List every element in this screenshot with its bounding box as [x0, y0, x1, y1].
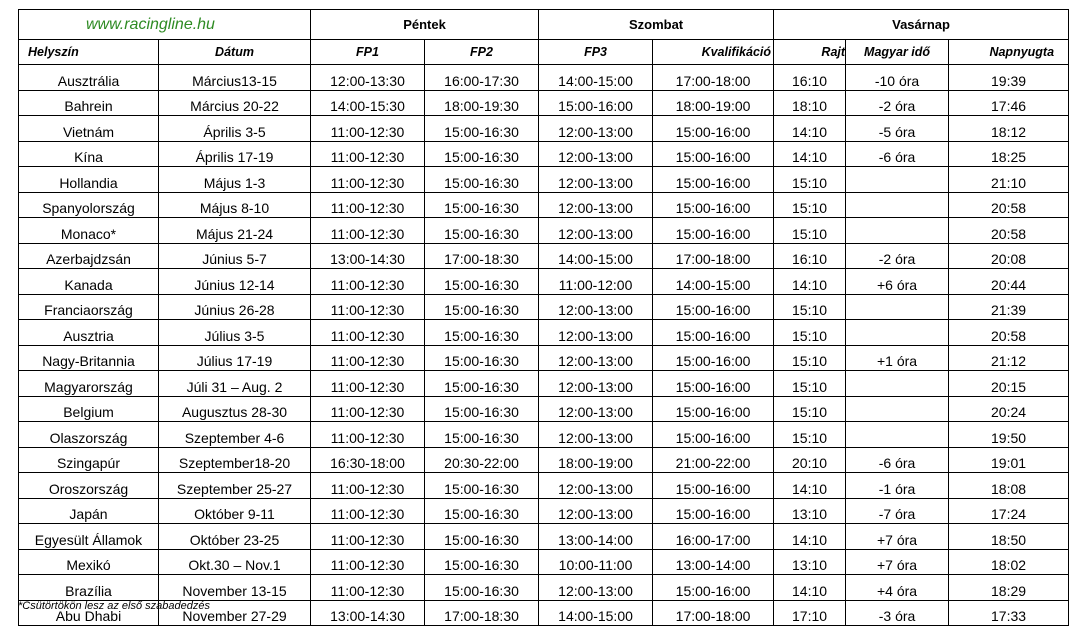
start-cell: 16:10 — [774, 65, 846, 91]
footnote: *Csütörtökön lesz az első szabadedzés — [18, 600, 210, 612]
hu-time-cell: -6 óra — [846, 141, 949, 167]
col-date: Dátum — [159, 40, 311, 65]
hu-time-cell — [846, 294, 949, 320]
sunset-cell: 21:39 — [949, 294, 1069, 320]
sunset-cell: 20:58 — [949, 320, 1069, 346]
sunset-cell: 20:08 — [949, 243, 1069, 269]
fp2-cell: 15:00-16:30 — [425, 269, 539, 295]
hu-time-cell: -10 óra — [846, 65, 949, 91]
sunset-cell: 19:39 — [949, 65, 1069, 91]
date-cell: Május 21-24 — [159, 218, 311, 244]
sunset-cell: 18:25 — [949, 141, 1069, 167]
table-row — [19, 65, 1069, 91]
location-cell: Ausztria — [19, 320, 159, 346]
quali-cell: 15:00-16:00 — [653, 396, 774, 422]
col-hu-time: Magyar idő — [846, 40, 949, 65]
fp3-cell: 12:00-13:00 — [539, 422, 653, 448]
start-cell: 15:10 — [774, 371, 846, 397]
table-row — [19, 396, 1069, 422]
hu-time-cell — [846, 320, 949, 346]
fp1-cell: 11:00-12:30 — [311, 396, 425, 422]
col-fp1: FP1 — [311, 40, 425, 65]
quali-cell: 17:00-18:00 — [653, 243, 774, 269]
sunset-cell: 17:24 — [949, 498, 1069, 524]
sunset-cell: 18:50 — [949, 524, 1069, 550]
quali-cell: 15:00-16:00 — [653, 345, 774, 371]
date-cell: Június 26-28 — [159, 294, 311, 320]
fp2-cell: 15:00-16:30 — [425, 549, 539, 575]
start-cell: 16:10 — [774, 243, 846, 269]
hu-time-cell: -7 óra — [846, 498, 949, 524]
site-link[interactable]: www.racingline.hu — [86, 15, 215, 33]
fp3-cell: 12:00-13:00 — [539, 371, 653, 397]
quali-cell: 15:00-16:00 — [653, 371, 774, 397]
schedule-body — [19, 65, 1069, 626]
start-cell: 15:10 — [774, 218, 846, 244]
location-cell: Kanada — [19, 269, 159, 295]
fp3-cell: 14:00-15:00 — [539, 600, 653, 626]
quali-cell: 15:00-16:00 — [653, 141, 774, 167]
start-cell: 13:10 — [774, 498, 846, 524]
fp3-cell: 12:00-13:00 — [539, 473, 653, 499]
fp3-cell: 12:00-13:00 — [539, 167, 653, 193]
fp1-cell: 13:00-14:30 — [311, 243, 425, 269]
fp2-cell: 15:00-16:30 — [425, 320, 539, 346]
fp2-cell: 15:00-16:30 — [425, 422, 539, 448]
table-row — [19, 218, 1069, 244]
quali-cell: 15:00-16:00 — [653, 167, 774, 193]
table-row — [19, 524, 1069, 550]
group-saturday: Szombat — [539, 10, 774, 40]
table-row — [19, 141, 1069, 167]
sunset-cell: 21:10 — [949, 167, 1069, 193]
location-cell: Japán — [19, 498, 159, 524]
location-cell: Kína — [19, 141, 159, 167]
column-header-row — [19, 40, 1069, 65]
fp2-cell: 15:00-16:30 — [425, 575, 539, 601]
hu-time-cell: -3 óra — [846, 600, 949, 626]
fp2-cell: 18:00-19:30 — [425, 90, 539, 116]
fp1-cell: 11:00-12:30 — [311, 473, 425, 499]
group-friday: Péntek — [311, 10, 539, 40]
start-cell: 15:10 — [774, 167, 846, 193]
fp1-cell: 11:00-12:30 — [311, 549, 425, 575]
hu-time-cell — [846, 371, 949, 397]
fp2-cell: 15:00-16:30 — [425, 116, 539, 142]
start-cell: 15:10 — [774, 294, 846, 320]
sunset-cell: 17:46 — [949, 90, 1069, 116]
quali-cell: 15:00-16:00 — [653, 422, 774, 448]
location-cell: Abu Dhabi — [19, 600, 159, 626]
hu-time-cell: -1 óra — [846, 473, 949, 499]
date-cell: Április 17-19 — [159, 141, 311, 167]
hu-time-cell: -6 óra — [846, 447, 949, 473]
location-cell: Azerbajdzsán — [19, 243, 159, 269]
sunset-cell: 20:24 — [949, 396, 1069, 422]
date-cell: Október 23-25 — [159, 524, 311, 550]
start-cell: 14:10 — [774, 141, 846, 167]
col-sunset: Napnyugta — [949, 40, 1069, 65]
fp1-cell: 11:00-12:30 — [311, 141, 425, 167]
hu-time-cell — [846, 396, 949, 422]
fp2-cell: 15:00-16:30 — [425, 218, 539, 244]
table-row — [19, 549, 1069, 575]
sunset-cell: 21:12 — [949, 345, 1069, 371]
fp1-cell: 11:00-12:30 — [311, 498, 425, 524]
sunset-cell: 20:58 — [949, 218, 1069, 244]
location-cell: Olaszország — [19, 422, 159, 448]
fp3-cell: 12:00-13:00 — [539, 116, 653, 142]
fp3-cell: 13:00-14:00 — [539, 524, 653, 550]
quali-cell: 15:00-16:00 — [653, 575, 774, 601]
date-cell: Május 1-3 — [159, 167, 311, 193]
start-cell: 20:10 — [774, 447, 846, 473]
fp2-cell: 17:00-18:30 — [425, 243, 539, 269]
location-cell: Hollandia — [19, 167, 159, 193]
hu-time-cell — [846, 167, 949, 193]
hu-time-cell: -2 óra — [846, 243, 949, 269]
fp1-cell: 11:00-12:30 — [311, 269, 425, 295]
fp2-cell: 15:00-16:30 — [425, 192, 539, 218]
date-cell: Július 3-5 — [159, 320, 311, 346]
site-cell — [19, 10, 311, 40]
location-cell: Monaco* — [19, 218, 159, 244]
table-row — [19, 422, 1069, 448]
fp1-cell: 11:00-12:30 — [311, 218, 425, 244]
fp1-cell: 16:30-18:00 — [311, 447, 425, 473]
sunset-cell: 20:44 — [949, 269, 1069, 295]
start-cell: 18:10 — [774, 90, 846, 116]
fp3-cell: 11:00-12:00 — [539, 269, 653, 295]
sunset-cell: 20:58 — [949, 192, 1069, 218]
date-cell: Okt.30 – Nov.1 — [159, 549, 311, 575]
fp2-cell: 15:00-16:30 — [425, 141, 539, 167]
fp3-cell: 12:00-13:00 — [539, 192, 653, 218]
col-fp3: FP3 — [539, 40, 653, 65]
col-quali: Kvalifikáció — [653, 40, 774, 65]
table-row — [19, 116, 1069, 142]
fp2-cell: 20:30-22:00 — [425, 447, 539, 473]
table-row — [19, 345, 1069, 371]
table-row — [19, 243, 1069, 269]
fp3-cell: 14:00-15:00 — [539, 65, 653, 91]
start-cell: 14:10 — [774, 116, 846, 142]
quali-cell: 17:00-18:00 — [653, 65, 774, 91]
date-cell: Júli 31 – Aug. 2 — [159, 371, 311, 397]
location-cell: Szingapúr — [19, 447, 159, 473]
fp1-cell: 11:00-12:30 — [311, 192, 425, 218]
quali-cell: 15:00-16:00 — [653, 473, 774, 499]
start-cell: 14:10 — [774, 269, 846, 295]
date-cell: Május 8-10 — [159, 192, 311, 218]
start-cell: 14:10 — [774, 575, 846, 601]
location-cell: Magyarország — [19, 371, 159, 397]
col-start: Rajt — [774, 40, 846, 65]
group-header-row — [19, 10, 1069, 40]
quali-cell: 13:00-14:00 — [653, 549, 774, 575]
table-row — [19, 371, 1069, 397]
fp1-cell: 11:00-12:30 — [311, 320, 425, 346]
date-cell: Július 17-19 — [159, 345, 311, 371]
fp1-cell: 11:00-12:30 — [311, 116, 425, 142]
location-cell: Nagy-Britannia — [19, 345, 159, 371]
fp2-cell: 17:00-18:30 — [425, 600, 539, 626]
quali-cell: 15:00-16:00 — [653, 116, 774, 142]
date-cell: Augusztus 28-30 — [159, 396, 311, 422]
fp3-cell: 12:00-13:00 — [539, 345, 653, 371]
fp2-cell: 15:00-16:30 — [425, 167, 539, 193]
quali-cell: 15:00-16:00 — [653, 218, 774, 244]
col-location: Helyszín — [19, 40, 159, 65]
start-cell: 15:10 — [774, 345, 846, 371]
start-cell: 15:10 — [774, 396, 846, 422]
fp1-cell: 11:00-12:30 — [311, 294, 425, 320]
location-cell: Mexikó — [19, 549, 159, 575]
fp3-cell: 10:00-11:00 — [539, 549, 653, 575]
location-cell: Vietnám — [19, 116, 159, 142]
hu-time-cell: +1 óra — [846, 345, 949, 371]
hu-time-cell: -5 óra — [846, 116, 949, 142]
table-row — [19, 167, 1069, 193]
fp1-cell: 11:00-12:30 — [311, 524, 425, 550]
sunset-cell: 17:33 — [949, 600, 1069, 626]
fp3-cell: 14:00-15:00 — [539, 243, 653, 269]
date-cell: Szeptember 4-6 — [159, 422, 311, 448]
fp3-cell: 18:00-19:00 — [539, 447, 653, 473]
hu-time-cell: +7 óra — [846, 549, 949, 575]
date-cell: Június 5-7 — [159, 243, 311, 269]
sunset-cell: 18:29 — [949, 575, 1069, 601]
location-cell: Spanyolország — [19, 192, 159, 218]
sunset-cell: 20:15 — [949, 371, 1069, 397]
hu-time-cell: +4 óra — [846, 575, 949, 601]
start-cell: 17:10 — [774, 600, 846, 626]
start-cell: 15:10 — [774, 192, 846, 218]
quali-cell: 21:00-22:00 — [653, 447, 774, 473]
fp3-cell: 15:00-16:00 — [539, 90, 653, 116]
table-row — [19, 294, 1069, 320]
fp1-cell: 14:00-15:30 — [311, 90, 425, 116]
date-cell: November 27-29 — [159, 600, 311, 626]
date-cell: Április 3-5 — [159, 116, 311, 142]
sunset-cell: 19:01 — [949, 447, 1069, 473]
hu-time-cell — [846, 192, 949, 218]
fp3-cell: 12:00-13:00 — [539, 575, 653, 601]
fp3-cell: 12:00-13:00 — [539, 320, 653, 346]
location-cell: Ausztrália — [19, 65, 159, 91]
sunset-cell: 18:12 — [949, 116, 1069, 142]
quali-cell: 17:00-18:00 — [653, 600, 774, 626]
quali-cell: 15:00-16:00 — [653, 192, 774, 218]
hu-time-cell — [846, 422, 949, 448]
fp1-cell: 11:00-12:30 — [311, 371, 425, 397]
hu-time-cell: -2 óra — [846, 90, 949, 116]
fp2-cell: 15:00-16:30 — [425, 498, 539, 524]
location-cell: Bahrein — [19, 90, 159, 116]
fp1-cell: 11:00-12:30 — [311, 167, 425, 193]
table-row — [19, 269, 1069, 295]
hu-time-cell — [846, 218, 949, 244]
date-cell: Március13-15 — [159, 65, 311, 91]
fp2-cell: 15:00-16:30 — [425, 473, 539, 499]
quali-cell: 16:00-17:00 — [653, 524, 774, 550]
start-cell: 15:10 — [774, 320, 846, 346]
table-row — [19, 90, 1069, 116]
fp3-cell: 12:00-13:00 — [539, 141, 653, 167]
group-sunday: Vasárnap — [774, 10, 1069, 40]
quali-cell: 15:00-16:00 — [653, 294, 774, 320]
fp2-cell: 15:00-16:30 — [425, 524, 539, 550]
date-cell: Március 20-22 — [159, 90, 311, 116]
fp3-cell: 12:00-13:00 — [539, 218, 653, 244]
hu-time-cell: +6 óra — [846, 269, 949, 295]
fp3-cell: 12:00-13:00 — [539, 498, 653, 524]
schedule-table — [18, 9, 1069, 626]
date-cell: Szeptember 25-27 — [159, 473, 311, 499]
quali-cell: 15:00-16:00 — [653, 320, 774, 346]
quali-cell: 14:00-15:00 — [653, 269, 774, 295]
start-cell: 14:10 — [774, 524, 846, 550]
fp3-cell: 12:00-13:00 — [539, 396, 653, 422]
fp2-cell: 15:00-16:30 — [425, 371, 539, 397]
fp1-cell: 11:00-12:30 — [311, 345, 425, 371]
location-cell: Brazília — [19, 575, 159, 601]
fp1-cell: 12:00-13:30 — [311, 65, 425, 91]
table-row — [19, 473, 1069, 499]
table-row — [19, 498, 1069, 524]
location-cell: Belgium — [19, 396, 159, 422]
table-row — [19, 575, 1069, 601]
fp2-cell: 15:00-16:30 — [425, 294, 539, 320]
sunset-cell: 18:08 — [949, 473, 1069, 499]
date-cell: Október 9-11 — [159, 498, 311, 524]
location-cell: Egyesült Államok — [19, 524, 159, 550]
col-fp2: FP2 — [425, 40, 539, 65]
table-row — [19, 447, 1069, 473]
start-cell: 13:10 — [774, 549, 846, 575]
fp1-cell: 11:00-12:30 — [311, 575, 425, 601]
sunset-cell: 19:50 — [949, 422, 1069, 448]
quali-cell: 18:00-19:00 — [653, 90, 774, 116]
fp2-cell: 16:00-17:30 — [425, 65, 539, 91]
fp1-cell: 13:00-14:30 — [311, 600, 425, 626]
location-cell: Franciaország — [19, 294, 159, 320]
table-row — [19, 192, 1069, 218]
start-cell: 14:10 — [774, 473, 846, 499]
sunset-cell: 18:02 — [949, 549, 1069, 575]
start-cell: 15:10 — [774, 422, 846, 448]
date-cell: Június 12-14 — [159, 269, 311, 295]
fp1-cell: 11:00-12:30 — [311, 422, 425, 448]
quali-cell: 15:00-16:00 — [653, 498, 774, 524]
table-row — [19, 320, 1069, 346]
hu-time-cell: +7 óra — [846, 524, 949, 550]
location-cell: Oroszország — [19, 473, 159, 499]
fp2-cell: 15:00-16:30 — [425, 396, 539, 422]
fp3-cell: 12:00-13:00 — [539, 294, 653, 320]
date-cell: November 13-15 — [159, 575, 311, 601]
date-cell: Szeptember18-20 — [159, 447, 311, 473]
fp2-cell: 15:00-16:30 — [425, 345, 539, 371]
